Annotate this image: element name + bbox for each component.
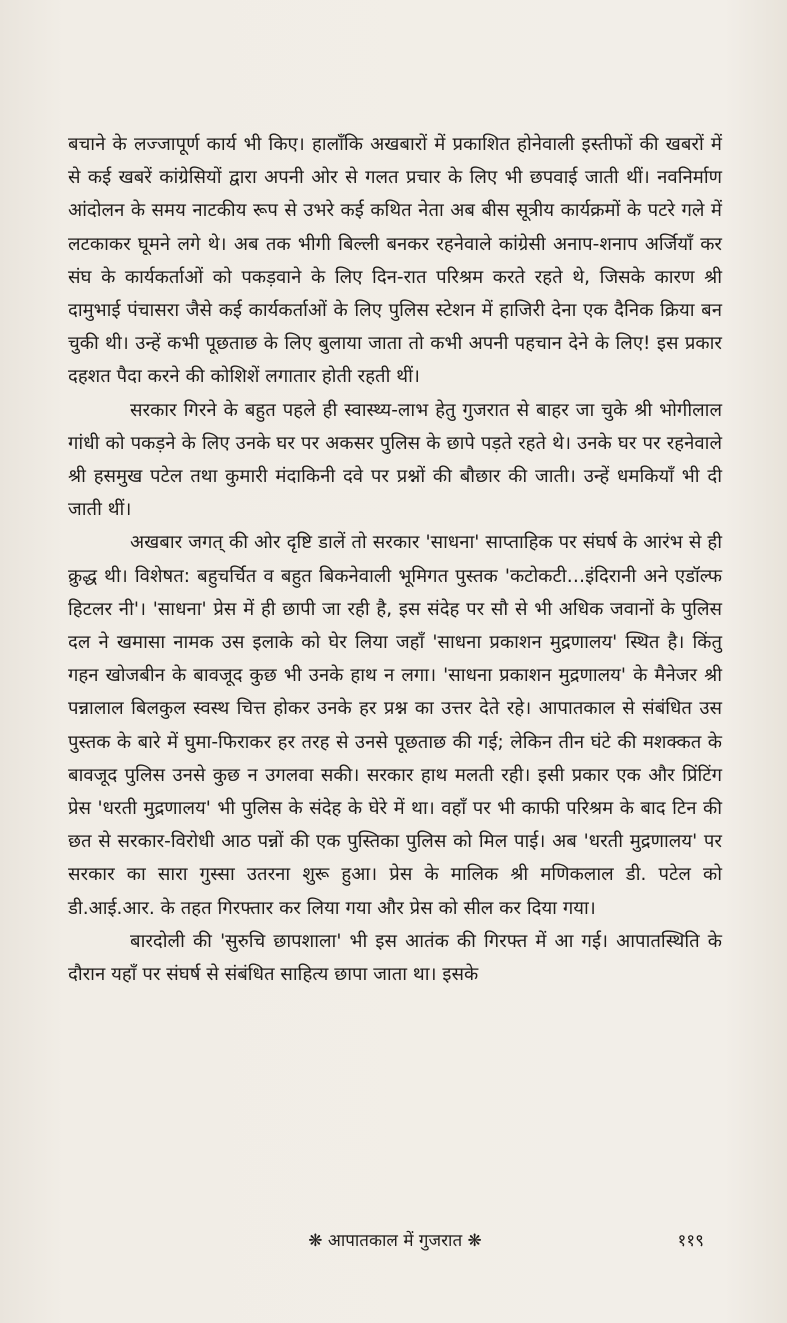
page-number: ११९ bbox=[677, 1231, 704, 1251]
paragraph-1: बचाने के लज्जापूर्ण कार्य भी किए। हालाँकि अखबारों में प्रकाशित होनेवाली इस्तीफों की खबरों में से कई खबरें कांग्रेसियों द्वारा अपनी ओर से गलत प्रचार के लिए भी छपवाई जाती थीं। नवनिर्माण आंदोलन के समय नाटकीय रूप से उभरे कई कथित नेता अब बीस सूत्रीय कार्यक्रमों के पटरे गले में लटकाकर घूमने लगे थे। अब तक भीगी बिल्ली बनकर रहनेवाले कांग्रेसी अनाप-शनाप अर्जियाँ कर संघ के कार्यकर्ताओं को पकड़वाने के लिए दिन-रात परिश्रम करते रहते थे, जिसके कारण श्री दामुभाई पंचासरा जैसे कई कार्यकर्ताओं के लिए पुलिस स्टेशन में हाजिरी देना एक दैनिक क्रिया बन चुकी थी। उन्हें कभी पूछताछ के लिए बुलाया जाता तो कभी अपनी पहचान देने के लिए! इस प्रकार दहशत पैदा करने की कोशिशें लगातार होती रहती थीं। bbox=[68, 134, 722, 388]
paragraph-3: अखबार जगत् की ओर दृष्टि डालें तो सरकार 'साधना' साप्ताहिक पर संघर्ष के आरंभ से ही क्रुद्ध थी। विशेषत: बहुचर्चित व बहुत बिकनेवाली भूमिगत पुस्तक 'कटोकटी…इंदिरानी अने एडॉल्फ हिटलर नी'। 'साधना' प्रेस में ही छापी जा रही है, इस संदेह पर सौ से भी अधिक जवानों के पुलिस दल ने खमासा नामक उस इलाके को घेर लिया जहाँ 'साधना प्रकाशन मुद्रणालय' स्थित है। किंतु गहन खोजबीन के बावजूद कुछ भी उनके हाथ न लगा। 'साधना प्रकाशन मुद्रणालय' के मैनेजर श्री पन्नालाल बिलकुल स्वस्थ चित्त होकर उनके हर प्रश्न का उत्तर देते रहे। आपातकाल से संबंधित उस पुस्तक के बारे में घुमा-फिराकर हर तरह से उनसे पूछताछ की गई; लेकिन तीन घंटे की मशक्कत के बावजूद पुलिस उनसे कुछ न उगलवा सकी। सरकार हाथ मलती रही। इसी प्रकार एक और प्रिंटिंग प्रेस 'धरती मुद्रणालय' भी पुलिस के संदेह के घेरे में था। वहाँ पर भी काफी परिश्रम के बाद टिन की छत से सरकार-विरोधी आठ पन्नों की एक पुस्तिका पुलिस को मिल पाई। अब 'धरती मुद्रणालय' पर सरकार का सारा गुस्सा उतरना शुरू हुआ। प्रेस के मालिक श्री मणिकलाल डी. पटेल को डी.आई.आर. के तहत गिरफ्तार कर लिया गया और प्रेस को सील कर दिया गया। bbox=[68, 532, 722, 919]
body-text bbox=[68, 128, 722, 991]
running-title: ❋ आपातकाल में गुजरात ❋ bbox=[308, 1231, 482, 1251]
paragraph-2: सरकार गिरने के बहुत पहले ही स्वास्थ्य-लाभ हेतु गुजरात से बाहर जा चुके श्री भोगीलाल गांधी को पकड़ने के लिए उनके घर पर अकसर पुलिस के छापे पड़ते रहते थे। उनके घर पर रहनेवाले श्री हसमुख पटेल तथा कुमारी मंदाकिनी दवे पर प्रश्नों की बौछार की जाती। उन्हें धमकियाँ भी दी जाती थीं। bbox=[68, 399, 722, 521]
page-footer bbox=[68, 1228, 722, 1258]
paragraph-4: बारदोली की 'सुरुचि छापशाला' भी इस आतंक की गिरफ्त में आ गई। आपातस्थिति के दौरान यहाँ पर संघर्ष से संबंधित साहित्य छापा जाता था। इसके bbox=[68, 930, 722, 986]
